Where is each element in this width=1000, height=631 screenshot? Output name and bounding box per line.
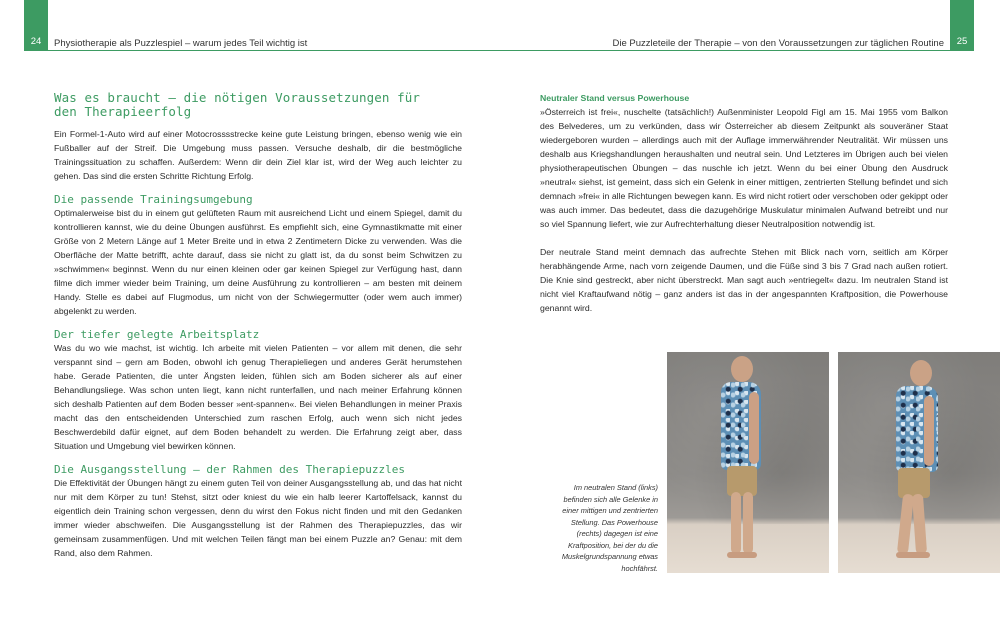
neutral-stand-heading: Neutraler Stand versus Powerhouse [540, 93, 690, 103]
page-number-right: 25 [956, 36, 968, 47]
running-head-right: Die Puzzleteile der Therapie – von den Voraussetzungen zur täglichen Routine [612, 38, 944, 49]
section-title-training: Die passende Trainingsumgebung [54, 193, 253, 206]
right-paragraph-1: »Österreich ist frei«, nuschelte (tatsächlich!) Außenminister Leopold Figl am 15. Mai 1955 vom Balkon des Belvederes, um zu verkünden, dass wir Österreicher ab diesem Zeitpunkt als souveräner Staat wiedergeboren wurden – allerdings auch mit der Auflage immerwährender Neutralität. Wir müssen uns deshalb aus Kriegshandlungen heraushalten und neutral sein. Und Letzteres im Übrigen auch bei vielen physiotherapeutischen Übungen – das nuschle ich jetzt. Wenn du bei einer Übung den Ausdruck »neutral« siehst, ist gemeint, dass sich ein Gelenk in einer mittigen, zentrierten Stellung befindet und sich demnach »frei« in alle Richtungen bewegen kann. Es wird nicht rotiert oder verschoben oder gekippt oder was auch immer. Das bedeutet, dass die dazugehörige Muskulatur minimalen Aufwand betreibt und nur so viel Spannung liefert, wie zur Aufrechterhaltung dieser Neutralposition notwendig ist. [540, 107, 948, 229]
running-head-left: Physiotherapie als Puzzlespiel – warum jedes Teil wichtig ist [54, 38, 308, 49]
intro-paragraph: Ein Formel-1-Auto wird auf einer Motocrosssstrecke keine gute Leistung bringen, ebenso wenig wie ein Fußballer auf der Streif. Die Umgebung muss passen. Versuche deshalb, dir die bestmögliche Trainingssituation zu schaffen. Außerdem: Wenn dir dein Ziel klar ist, wird der Weg auch leichter zu gehen. Das sind die ersten Schritte Richtung Erfolg. [54, 129, 462, 181]
section-text-start-position: Die Effektivität der Übungen hängt zu einem guten Teil von deiner Ausgangsstellung ab, und das hat nicht nur mit dem Körper zu tun! Stehst, sitzt oder kniest du wie ein halb leerer Kartoffelsack, kannst du eigentlich dein Training schon vergessen, denn du wirst den Fokus nicht finden und mit den Gedanken immer wieder abschweifen. Die Ausgangsstellung ist der Rahmen des Therapiepuzzles, das wir gemeinsam zusammenfügen. Und mit welchen Teilen fängt man bei einem Puzzle an? Genau: mit dem Rand, also dem Rahmen. [54, 478, 462, 558]
section-title-start-position: Die Ausgangsstellung – der Rahmen des Therapiepuzzles [54, 463, 405, 476]
main-heading: Was es braucht – die nötigen Voraussetzungen für den Therapieerfolg [54, 90, 421, 119]
photo-caption: Im neutralen Stand (links) befinden sich alle Gelenke in einer mittigen und zentrierten Stellung. Das Powerhouse (rechts) dagegen ist eine Kraftposition, bei der du die Muskelgrundspannung etwas hochfährst. [561, 483, 658, 573]
photo-neutral-stand [667, 352, 829, 573]
page-number-left: 24 [30, 36, 42, 47]
page-number-tab-left [24, 0, 48, 50]
section-title-workplace: Der tiefer gelegte Arbeitsplatz [54, 328, 260, 341]
page-number-tab-right [950, 0, 974, 50]
photo-powerhouse [838, 352, 1000, 573]
section-text-workplace: Was du wo wie machst, ist wichtig. Ich arbeite mit vielen Patienten – vor allem mit denen, die sehr verspannt sind – gern am Boden, obwohl ich genug Therapieliegen und anderes Gerät herumstehen habe. Gerade Patienten, die unter Ängsten leiden, fühlen sich am Boden sicherer als auf einer Behandlungsliege. Was schon unten liegt, kann nicht runterfallen, und nach meiner Erfahrung können sich deshalb Patienten auf dem Boden besser »ent-spannen«. Bei vielen Behandlungen in meiner Praxis macht das den entscheidenden Unterschied zum raschen Erfolg, auch wenn sich nicht jedes Beschwerdebild dafür eignet, auf dem Boden behandelt zu werden. Die Erfahrung zeigt aber, dass Situation und Umgebung viel bewirken können. [54, 343, 462, 451]
left-column [54, 91, 462, 560]
section-text-training: Optimalerweise bist du in einem gut gelüfteten Raum mit ausreichend Licht und einem Spiegel, damit du kontrollieren kannst, wie du deine Übungen ausführst. Es empfiehlt sich, eine Gymnastikmatte mit einer Größe von 2 Metern Länge auf 1 Meter Breite und in etwa 2 Zentimetern Dicke zu verwenden. Was die Oberfläche der Matte betrifft, achte darauf, dass sie nicht zu glatt ist, da du sonst beim Schwitzen zu »schwimmen« beginnst. Wenn du nur einen kleinen oder gar keinen Spiegel zur Verfügung hast, dann filme dich immer wieder beim Training, um deine Ausführung zu kontrollieren – am besten mit deinem Handy. Stelle es dabei auf Flugmodus, um nicht von der Schwiegermutter (oder wem auch immer) abgelenkt zu werden. [54, 208, 462, 316]
right-column [540, 91, 948, 315]
right-paragraph-2: Der neutrale Stand meint demnach das aufrechte Stehen mit Blick nach vorn, seitlich am Körper herabhängende Arme, nach vorn zeigende Daumen, und die Füße sind 3 bis 7 Grad nach außen rotiert. Die Knie sind gestreckt, aber nicht überstreckt. Man sagt auch »entriegelt« dazu. Im neutralen Stand ist nicht viel Kraftaufwand nötig – ganz anders ist das in der angespannten Kraftposition, die Powerhouse genannt wird. [540, 247, 948, 313]
header-rule-right [500, 50, 974, 51]
header-rule-left [24, 50, 500, 51]
